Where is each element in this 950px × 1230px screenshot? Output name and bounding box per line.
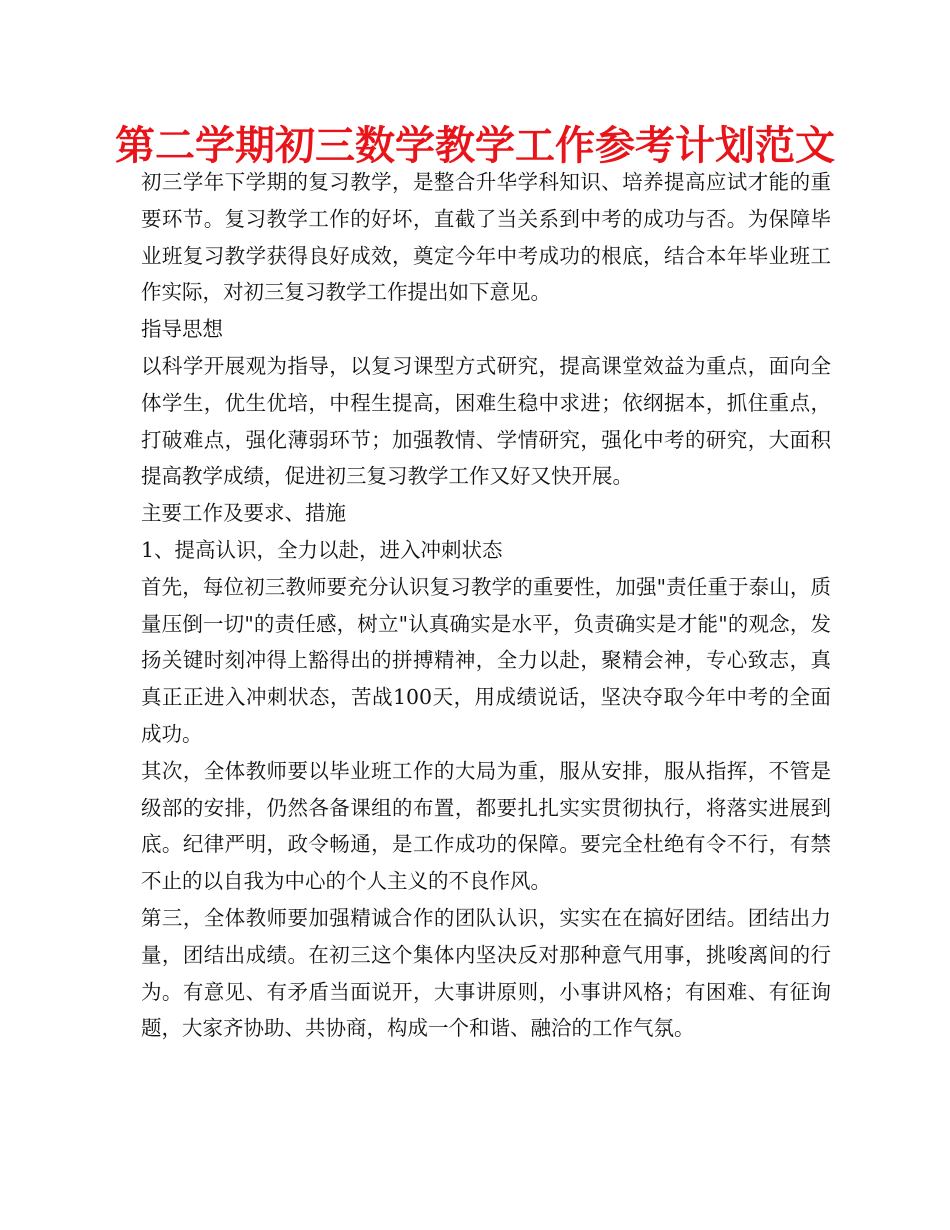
section-heading-main-work: 主要工作及要求、措施 xyxy=(141,501,346,526)
paragraph-second: 其次，全体教师要以毕业班工作的大局为重，服从安排，服从指挥，不管是级部的安排，仍然各备课组的布置，都要扎扎实实贯彻执行，将落实进展到底。纪律严明，政令畅通，是工作成功的保障。要完全杜绝有令不行，有禁不止的以自我为中心的个人主义的不良作风。 xyxy=(141,758,831,894)
paragraph-first: 首先，每位初三教师要充分认识复习教学的重要性，加强"责任重于泰山，质量压倒一切"的责任感，树立"认真确实是水平，负责确实是才能"的观念，发扬关键时刻冲得上豁得出的拼搏精神，全力以赴，聚精会神，专心致志，真真正正进入冲刺状态，苦战100天，用成绩说话，坚决夺取今年中考的全面成功。 xyxy=(141,574,831,746)
document-title: 第二学期初三数学教学工作参考计划范文 xyxy=(115,123,835,169)
document-body xyxy=(141,164,831,1047)
subsection-heading-1: 1、提高认识，全力以赴，进入冲刺状态 xyxy=(141,537,503,562)
section-heading-guiding-thought: 指导思想 xyxy=(141,317,223,342)
guiding-thought-paragraph: 以科学开展观为指导，以复习课型方式研究，提高课堂效益为重点，面向全体学生，优生优培，中程生提高，困难生稳中求进；依纲据本，抓住重点，打破难点，强化薄弱环节；加强教情、学情研究，强化中考的研究，大面积提高教学成绩，促进初三复习教学工作又好又快开展。 xyxy=(141,353,831,489)
intro-paragraph: 初三学年下学期的复习教学，是整合升华学科知识、培养提高应试才能的重要环节。复习教学工作的好坏，直截了当关系到中考的成功与否。为保障毕业班复习教学获得良好成效，奠定今年中考成功的根底，结合本年毕业班工作实际，对初三复习教学工作提出如下意见。 xyxy=(141,170,831,305)
paragraph-third: 第三，全体教师要加强精诚合作的团队认识，实实在在搞好团结。团结出力量，团结出成绩。在初三这个集体内坚决反对那种意气用事，挑唆离间的行为。有意见、有矛盾当面说开，大事讲原则，小事讲风格；有困难、有征询题，大家齐协助、共协商，构成一个和谐、融洽的工作气氛。 xyxy=(141,905,831,1041)
